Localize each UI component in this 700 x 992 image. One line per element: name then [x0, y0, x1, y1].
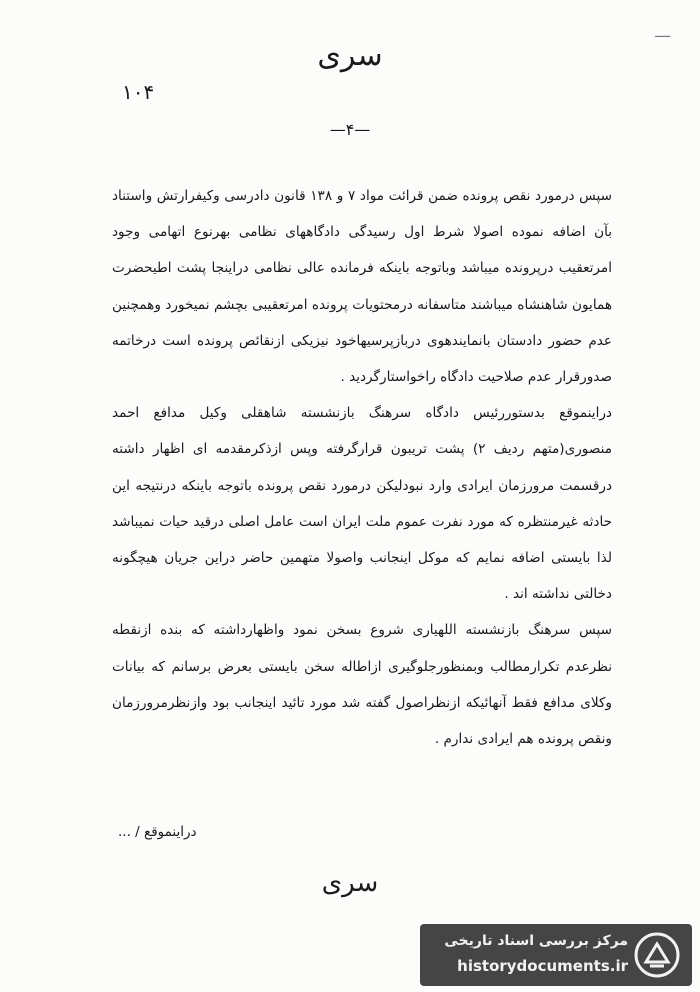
body-paragraph-3: سپس سرهنگ بازنشسته اللهیاری شروع بسخن نمود واظهارداشته که بنده ازنقطه نظرعدم تکرارمطالب وبمنظورجلوگیری ازاطاله سخن بایستی بعرض برسانم که بیانات وکلای مدافع فقط آنهائیکه ازنظراصول گفته شد مورد تائید اینجانب بود وازنظرمرورزمان ونقص پرونده هم ایرادی ندارم . [112, 622, 612, 748]
classification-header: سری [317, 38, 383, 73]
archive-logo-icon [634, 932, 680, 978]
document-body [112, 178, 612, 757]
continuation-signoff: دراینموقع / ... [118, 824, 197, 840]
document-number: ۱۰۴ [122, 80, 155, 104]
body-paragraph-2: دراینموقع بدستوررئیس دادگاه سرهنگ بازنشسته شاهقلی وکیل مدافع احمد منصوری(متهم ردیف ۲) پشت تریبون قرارگرفته وپس ازذکرمقدمه ای اظهار داشته درقسمت مرورزمان ایرادی وارد نبودلیکن درمورد نقص پرونده باتوجه باینکه درنتیجه این حادثه غیرمنتظره که مورد نفرت عموم ملت ایران است عامل اصلی درقید حیات نمیباشد لذا بایستی اضافه نمایم که موکل اینجانب واصولا متهمین حاضر دراین جریان هیچگونه دخالتی نداشته اند . [112, 405, 612, 603]
page-marker: —۴— [329, 120, 371, 139]
classification-footer: سری [321, 868, 379, 898]
watermark-url: historydocuments.ir [457, 957, 628, 975]
body-paragraph-1: سپس درمورد نقص پرونده ضمن قرائت مواد ۷ و ۱۳۸ قانون دادرسی وکیفرارتش واستناد بآن اضافه نموده اصولا شرط اول رسیدگی دادگاههای نظامی بهرنوع اتهامی وجود امرتعقیب درپرونده میباشد وباتوجه باینکه فرمانده عالی نظامی دراینجا پشت اطیحضرت همایون شاهنشاه میباشند متاسفانه درمحتویات پرونده امرتعقیبی بچشم نمیخورد وهمچنین عدم حضور دادستان بانمایندهوی دربازپرسیهاخود نیزیکی ازنقائص پرونده است درخاتمه صدورقرار عدم صلاحیت دادگاه راخواستارگردید . [112, 188, 613, 386]
corner-stamp-mark: ــــ [655, 26, 671, 41]
archive-watermark [420, 924, 692, 986]
watermark-title: مرکز بررسی اسناد تاریخی [444, 933, 628, 949]
